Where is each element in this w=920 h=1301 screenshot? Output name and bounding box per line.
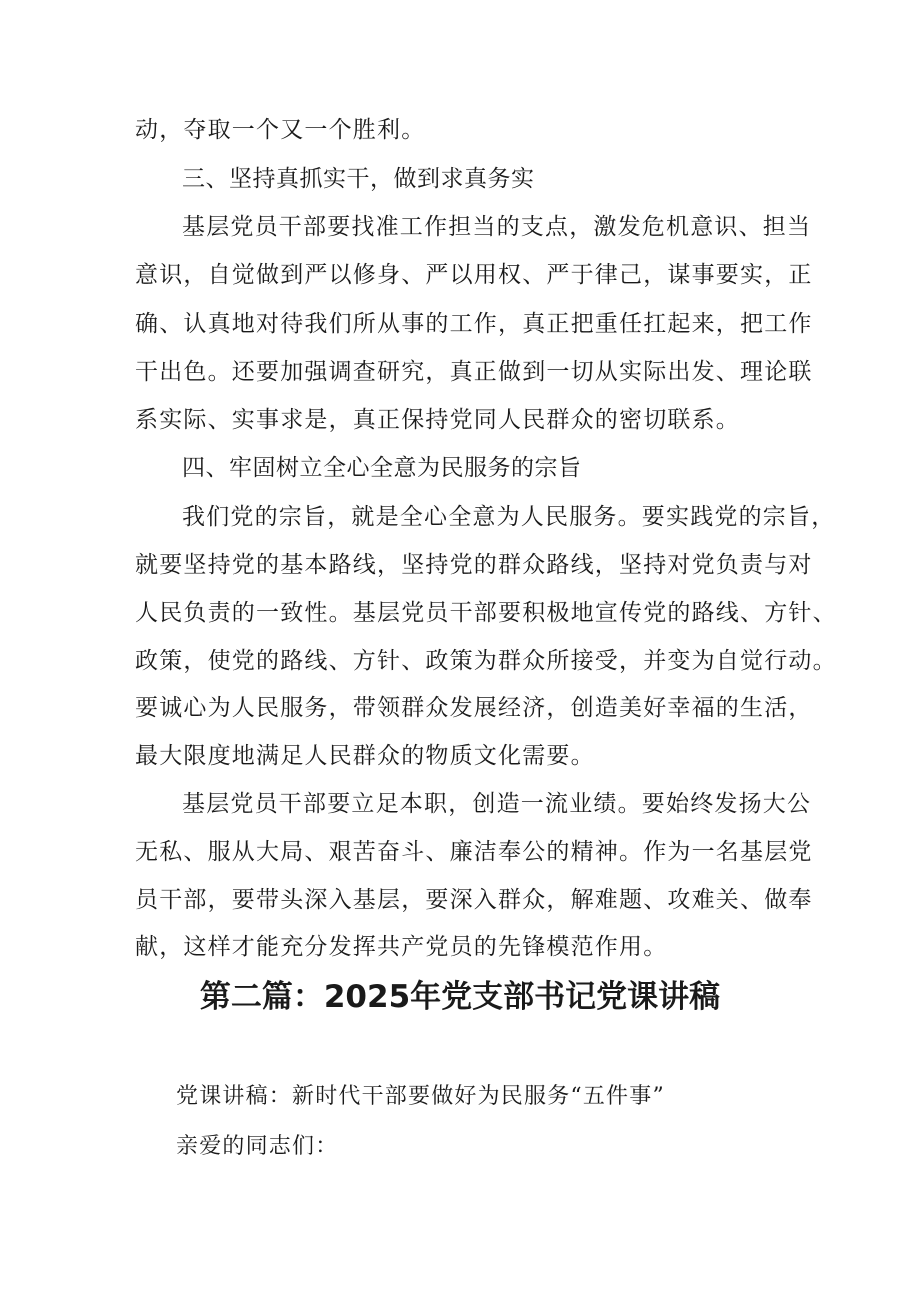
chapter-title: 第二篇：2025年党支部书记党课讲稿 xyxy=(199,979,721,1015)
paragraph-line: 动，夺取一个又一个胜利。 xyxy=(135,117,426,143)
paragraph-line: 献，这样才能充分发挥共产党员的先锋模范作用。 xyxy=(135,934,668,960)
paragraph-line: 最大限度地满足人民群众的物质文化需要。 xyxy=(135,743,595,769)
section-heading-3: 三、坚持真抓实干，做到求真务实 xyxy=(182,166,535,192)
paragraph-line: 政策，使党的路线、方针、政策为群众所接受，并变为自觉行动。 xyxy=(135,648,837,674)
paragraph-line: 干出色。还要加强调查研究，真正做到一切从实际出发、理论联 xyxy=(135,359,813,385)
paragraph-line: 确、认真地对待我们所从事的工作，真正把重任扛起来，把工作 xyxy=(135,311,813,337)
paragraph-line: 无私、服从大局、艰苦奋斗、廉洁奉公的精神。作为一名基层党 xyxy=(135,839,813,865)
paragraph-line: 基层党员干部要立足本职，创造一流业绩。要始终发扬大公 xyxy=(182,791,812,817)
greeting: 亲爱的同志们： xyxy=(176,1134,339,1159)
paragraph-line: 要诚心为人民服务，带领群众发展经济，创造美好幸福的生活， xyxy=(135,695,813,721)
paragraph-line: 人民负责的一致性。基层党员干部要积极地宣传党的路线、方针、 xyxy=(135,600,837,626)
paragraph-line: 我们党的宗旨，就是全心全意为人民服务。要实践党的宗旨， xyxy=(182,504,836,530)
lecture-subtitle: 党课讲稿：新时代干部要做好为民服务“五件事” xyxy=(176,1084,665,1109)
paragraph-line: 系实际、实事求是，真正保持党同人民群众的密切联系。 xyxy=(135,407,740,433)
paragraph-line: 就要坚持党的基本路线，坚持党的群众路线，坚持对党负责与对 xyxy=(135,552,813,578)
paragraph-line: 员干部，要带头深入基层，要深入群众，解难题、攻难关、做奉 xyxy=(135,887,813,913)
paragraph-line: 基层党员干部要找准工作担当的支点，激发危机意识、担当 xyxy=(182,214,812,240)
paragraph-line: 意识，自觉做到严以修身、严以用权、严于律己，谋事要实，正 xyxy=(135,262,813,288)
section-heading-4: 四、牢固树立全心全意为民服务的宗旨 xyxy=(182,455,582,481)
